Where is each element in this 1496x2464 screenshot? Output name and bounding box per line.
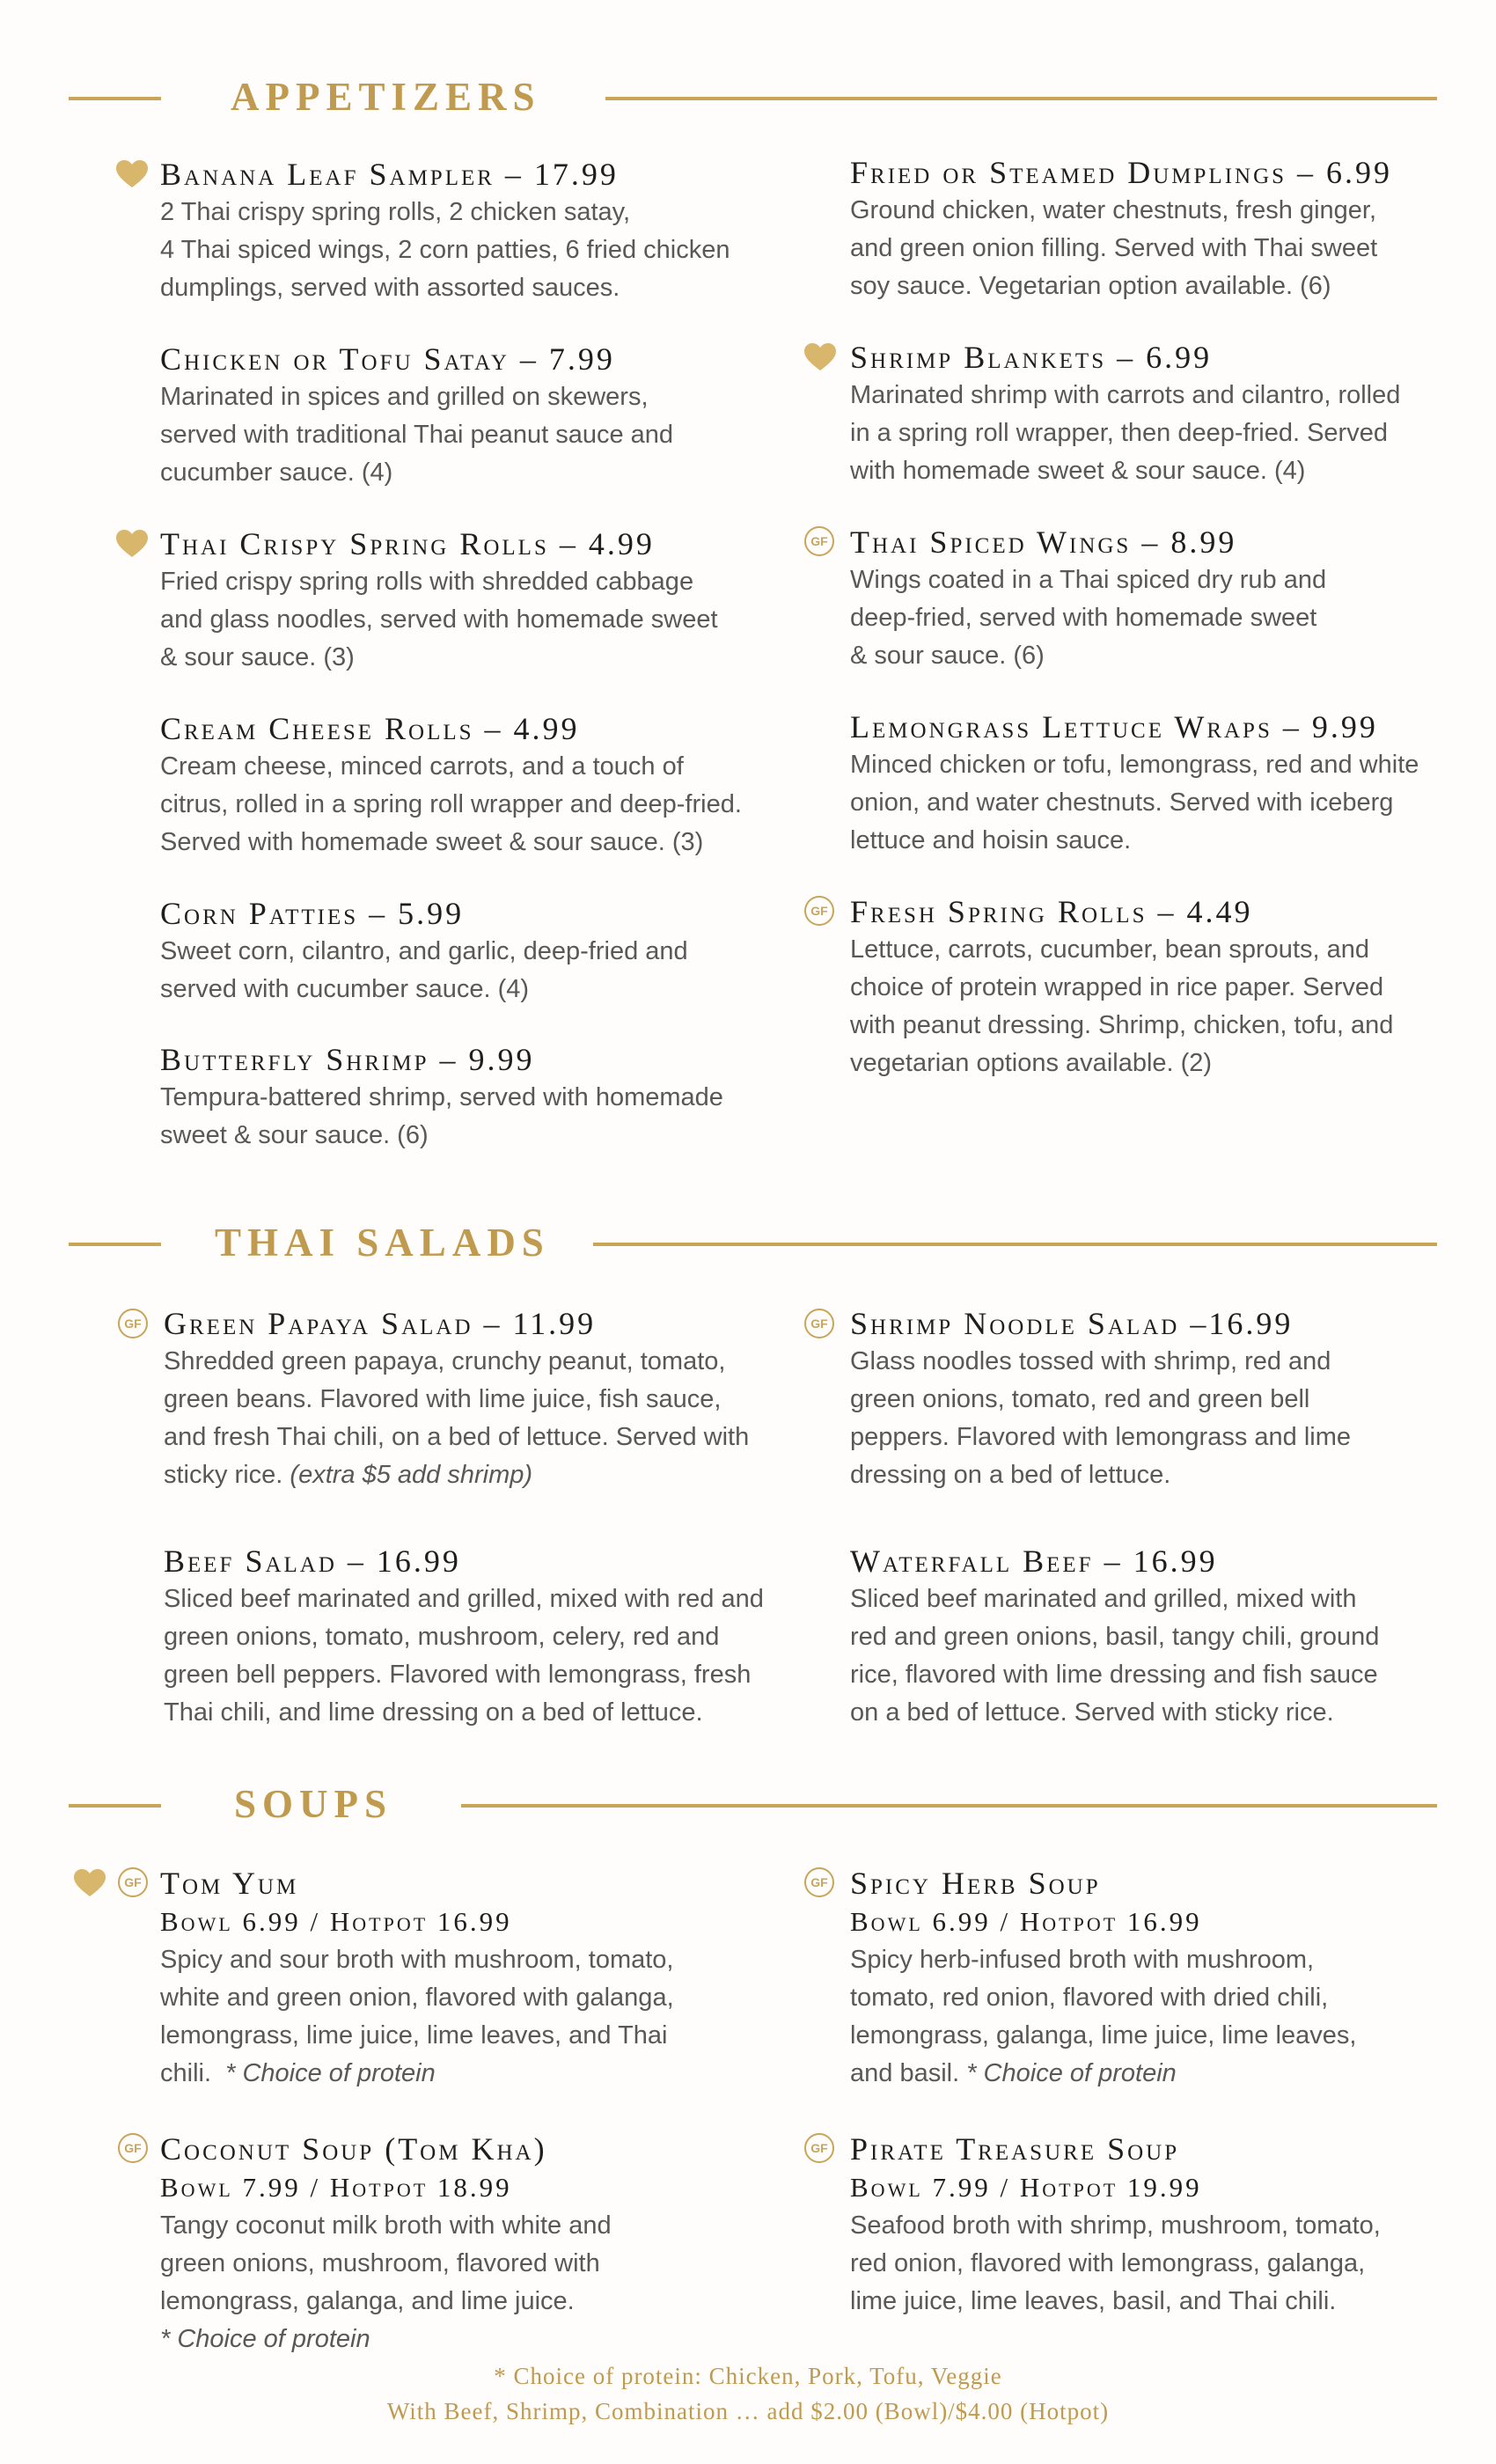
desc-line: Served with homemade sweet & sour sauce. (3) (160, 828, 704, 856)
section-title: SOUPS (234, 1782, 393, 1826)
menu-item (160, 1864, 776, 2093)
desc-line: and green onion filling. Served with Thai sweet (850, 234, 1378, 262)
desc-line (160, 2055, 776, 2093)
divider (461, 1804, 1437, 1808)
desc-line: Lettuce, carrots, cucumber, bean sprouts, and (850, 935, 1369, 964)
gluten-free-icon: GF (804, 2133, 834, 2163)
item-name: Corn Patties – 5.99 (160, 896, 465, 931)
menu-item (160, 1040, 776, 1155)
desc-line: Sliced beef marinated and grilled, mixed with red and (164, 1585, 764, 1613)
desc-line: Glass noodles tossed with shrimp, red and (850, 1347, 1331, 1375)
item-name: Shrimp Blankets – 6.99 (850, 340, 1213, 375)
item-name: Waterfall Beef – 16.99 (850, 1544, 1218, 1579)
desc-line (850, 2055, 1466, 2093)
item-note: * Choice of protein (966, 2059, 1177, 2087)
desc-line: Spicy herb-infused broth with mushroom, (850, 1946, 1315, 1974)
desc-line: soy sauce. Vegetarian option available. (6) (850, 272, 1331, 300)
item-note: * Choice of protein (160, 2325, 370, 2353)
desc-line: red and green onions, basil, tangy chili, ground (850, 1623, 1380, 1651)
divider (69, 1243, 161, 1246)
item-name: Thai Crispy Spring Rolls – 4.99 (160, 526, 655, 561)
menu-item (850, 708, 1466, 860)
desc-line: dumplings, served with assorted sauces. (160, 274, 620, 302)
menu-item (160, 340, 776, 492)
item-name: Banana Leaf Sampler – 17.99 (160, 157, 619, 192)
item-description (160, 2207, 776, 2358)
appetizers-header (0, 62, 1496, 132)
desc-line: lemongrass, lime juice, lime leaves, and Thai (160, 2021, 668, 2050)
desc-line: Sweet corn, cilantro, and garlic, deep-fried and (160, 937, 688, 965)
item-name: Fresh Spring Rolls – 4.49 (850, 894, 1253, 929)
menu-item (160, 2130, 776, 2358)
menu-item (850, 1304, 1466, 1494)
desc-line: 4 Thai spiced wings, 2 corn patties, 6 fried chicken (160, 236, 730, 264)
desc-line: vegetarian options available. (2) (850, 1049, 1213, 1077)
desc-line: Seafood broth with shrimp, mushroom, tomato, (850, 2211, 1381, 2240)
gluten-free-icon: GF (804, 1309, 834, 1338)
gluten-free-icon: GF (804, 896, 834, 926)
desc-line: and glass noodles, served with homemade sweet (160, 605, 718, 634)
item-price: Bowl 7.99 / Hotpot 18.99 (160, 2172, 512, 2203)
desc-line: on a bed of lettuce. Served with sticky rice. (850, 1698, 1334, 1727)
desc-line: Ground chicken, water chestnuts, fresh ginger, (850, 196, 1377, 224)
item-description (160, 378, 776, 492)
desc-line: green bell peppers. Flavored with lemongrass, fresh (164, 1661, 752, 1689)
desc-line: with homemade sweet & sour sauce. (4) (850, 457, 1306, 485)
menu-item (850, 523, 1466, 675)
section-title: APPETIZERS (231, 75, 541, 119)
desc-line: lettuce and hoisin sauce. (850, 826, 1132, 854)
desc-line: and fresh Thai chili, on a bed of lettuce. Served with (164, 1423, 750, 1451)
gluten-free-icon: GF (118, 2133, 148, 2163)
desc-line: choice of protein wrapped in rice paper. Served (850, 973, 1384, 1001)
desc-line: green beans. Flavored with lime juice, fish sauce, (164, 1385, 722, 1413)
desc-line: green onions, tomato, red and green bell (850, 1385, 1310, 1413)
divider (605, 97, 1437, 100)
menu-item (160, 709, 776, 862)
item-name: Shrimp Noodle Salad –16.99 (850, 1306, 1294, 1341)
item-description (160, 748, 776, 862)
desc-line: cucumber sauce. (4) (160, 458, 393, 487)
desc-line: served with cucumber sauce. (4) (160, 975, 530, 1003)
desc-line: Shredded green papaya, crunchy peanut, tomato, (164, 1347, 726, 1375)
menu-item (850, 2130, 1466, 2321)
item-description (164, 1580, 780, 1732)
desc-line: Thai chili, and lime dressing on a bed of lettuce. (164, 1698, 703, 1727)
menu-item (850, 153, 1466, 305)
desc-line: green onions, mushroom, flavored with (160, 2249, 600, 2277)
desc-line: deep-fried, served with homemade sweet (850, 604, 1317, 632)
desc-line: citrus, rolled in a spring roll wrapper and deep-fried. (160, 790, 742, 818)
salads-header (0, 1207, 1496, 1278)
desc-line: Wings coated in a Thai spiced dry rub and (850, 566, 1327, 594)
heart-icon (74, 1869, 106, 1897)
desc-line: Tangy coconut milk broth with white and (160, 2211, 612, 2240)
item-note: * Choice of protein (225, 2059, 436, 2087)
desc-line: red onion, flavored with lemongrass, galanga, (850, 2249, 1366, 2277)
desc-line: green onions, tomato, mushroom, celery, red and (164, 1623, 720, 1651)
item-description (160, 933, 776, 1008)
item-name: Thai Spiced Wings – 8.99 (850, 524, 1237, 560)
desc-line: lime juice, lime leaves, basil, and Thai chili. (850, 2287, 1337, 2315)
item-description (164, 1343, 780, 1494)
footnote-line: * Choice of protein: Chicken, Pork, Tofu, Veggie (494, 2363, 1002, 2389)
menu-item (160, 524, 776, 677)
desc-line: dressing on a bed of lettuce. (850, 1461, 1171, 1489)
desc-line: Minced chicken or tofu, lemongrass, red and white (850, 751, 1419, 779)
desc-line: lemongrass, galanga, and lime juice. (160, 2287, 575, 2315)
item-description (160, 1079, 776, 1155)
desc-line: onion, and water chestnuts. Served with iceberg (850, 788, 1394, 817)
desc-line: Tempura-battered shrimp, served with homemade (160, 1083, 723, 1111)
desc-text: chili. (160, 2059, 212, 2087)
item-description (850, 377, 1466, 490)
item-name: Coconut Soup (Tom Kha) (160, 2131, 547, 2167)
desc-line: Fried crispy spring rolls with shredded cabbage (160, 568, 694, 596)
menu-item (160, 155, 776, 307)
item-description (850, 746, 1466, 860)
item-description (850, 1343, 1466, 1494)
gluten-free-icon: GF (118, 1309, 148, 1338)
menu-item (160, 894, 776, 1008)
item-price: Bowl 7.99 / Hotpot 19.99 (850, 2172, 1202, 2203)
desc-line: with peanut dressing. Shrimp, chicken, tofu, and (850, 1011, 1394, 1039)
desc-line: Sliced beef marinated and grilled, mixed with (850, 1585, 1357, 1613)
desc-line: lemongrass, galanga, lime juice, lime leaves, (850, 2021, 1357, 2050)
divider (69, 1804, 161, 1808)
item-description (850, 1580, 1466, 1732)
item-name: Chicken or Tofu Satay – 7.99 (160, 341, 615, 377)
gluten-free-icon: GF (804, 1867, 834, 1897)
protein-footnote (0, 2358, 1496, 2429)
divider (69, 97, 161, 100)
item-note: (extra $5 add shrimp) (290, 1461, 533, 1489)
desc-line: peppers. Flavored with lemongrass and lime (850, 1423, 1351, 1451)
desc-line: Spicy and sour broth with mushroom, tomato, (160, 1946, 674, 1974)
desc-line: served with traditional Thai peanut sauce and (160, 421, 674, 449)
soups-header (0, 1769, 1496, 1839)
item-description (160, 1941, 776, 2093)
item-name: Lemongrass Lettuce Wraps – 9.99 (850, 709, 1378, 744)
menu-item (164, 1542, 780, 1732)
desc-line: & sour sauce. (3) (160, 643, 355, 671)
menu-item (164, 1304, 780, 1494)
footnote-line: With Beef, Shrimp, Combination … add $2.00 (Bowl)/$4.00 (Hotpot) (386, 2398, 1110, 2424)
desc-line: 2 Thai crispy spring rolls, 2 chicken satay, (160, 198, 631, 226)
desc-line (164, 1456, 780, 1494)
item-description (160, 194, 776, 307)
heart-icon (116, 530, 148, 558)
item-name: Cream Cheese Rolls – 4.99 (160, 711, 580, 746)
menu-item (850, 338, 1466, 490)
item-description (850, 192, 1466, 305)
item-description (850, 561, 1466, 675)
menu-item (850, 892, 1466, 1082)
item-name: Pirate Treasure Soup (850, 2131, 1180, 2167)
desc-line: rice, flavored with lime dressing and fish sauce (850, 1661, 1378, 1689)
item-name: Fried or Steamed Dumplings – 6.99 (850, 155, 1393, 190)
item-name: Spicy Herb Soup (850, 1866, 1101, 1901)
menu-item (850, 1542, 1466, 1732)
menu-item (850, 1864, 1466, 2093)
desc-line: sweet & sour sauce. (6) (160, 1121, 429, 1149)
gluten-free-icon: GF (804, 526, 834, 556)
desc-line: & sour sauce. (6) (850, 642, 1045, 670)
item-name: Tom Yum (160, 1866, 299, 1901)
item-description (850, 1941, 1466, 2093)
item-price: Bowl 6.99 / Hotpot 16.99 (160, 1906, 512, 1937)
item-description (850, 2207, 1466, 2321)
heart-icon (804, 343, 836, 371)
item-description (160, 563, 776, 677)
desc-line: Marinated in spices and grilled on skewers, (160, 383, 649, 411)
section-title: THAI SALADS (215, 1221, 550, 1265)
desc-line: white and green onion, flavored with galanga, (160, 1984, 674, 2012)
divider (593, 1243, 1437, 1246)
desc-line: Cream cheese, minced carrots, and a touch of (160, 752, 684, 781)
desc-line: Marinated shrimp with carrots and cilantro, rolled (850, 381, 1401, 409)
item-price: Bowl 6.99 / Hotpot 16.99 (850, 1906, 1202, 1937)
desc-line: tomato, red onion, flavored with dried chili, (850, 1984, 1329, 2012)
item-name: Beef Salad – 16.99 (164, 1544, 461, 1579)
heart-icon (116, 160, 148, 188)
gluten-free-icon: GF (118, 1867, 148, 1897)
item-name: Butterfly Shrimp – 9.99 (160, 1042, 535, 1077)
desc-line: in a spring roll wrapper, then deep-fried. Served (850, 419, 1388, 447)
desc-text: sticky rice. (164, 1461, 283, 1489)
desc-text: and basil. (850, 2059, 960, 2087)
item-name: Green Papaya Salad – 11.99 (164, 1306, 597, 1341)
item-description (850, 931, 1466, 1082)
